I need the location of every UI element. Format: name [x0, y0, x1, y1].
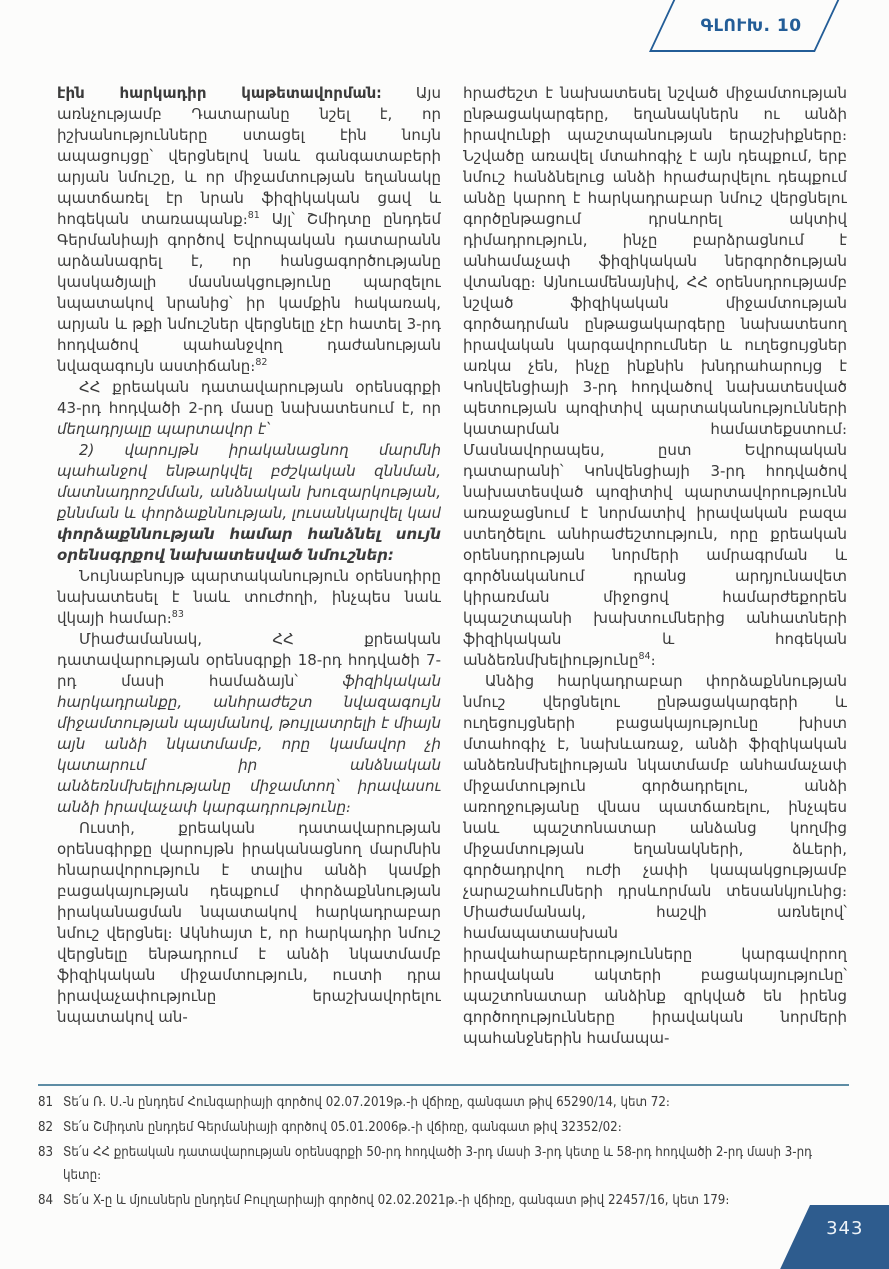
footnote-text: Տե՛ս Ռ. Ս.-ն ընդդեմ Հունգարիայի գործով 02.07.2019թ.-ի վճիռը, գանգատ թիվ 65290/14, կետ 72։: [63, 1095, 670, 1110]
paragraph: Նույնաբնույթ պարտականություն օրենսդիրը նախատեսել է նաև տուժողի, ինչպես նաև վկայի համար։$^{83}$: [57, 567, 441, 627]
footnote: [38, 1141, 850, 1187]
footnote-number: 84: [38, 1193, 54, 1208]
footnote-number: 81: [38, 1095, 54, 1110]
footnote-text: Տե՛ս ՀՀ քրեական դատավարության օրենսգրքի 50-րդ հոդվածի 3-րդ մասի 3-րդ կետը և 58-րդ հոդվածի 2-րդ մասի 3-րդ կետը։: [63, 1145, 812, 1183]
footnote-number: 82: [38, 1120, 54, 1135]
text-column-right: [463, 83, 847, 1066]
paragraph: Միաժամանակ, ՀՀ քրեական դատավարության օրենսգրքի 18-րդ հոդվածի 7-րդ մասի համաձայն՝ ֆիզիկական հարկադրանքը, անհրաժեշտ նվազագույն միջամտության պայմանով, թույլատրելի է միայն այն անձի նկատմամբ, որը կամավոր չի կատարում իր անձնական անձեռնմխելիությանը միջամտող՝ իրավասու անձի իրավաչափ կարգադրությունը։: [57, 630, 441, 816]
paragraph: ՀՀ քրեական դատավարության օրենսգրքի 43-րդ հոդվածի 2-րդ մասը նախատեսում է, որ մեղադրյալը պարտավոր է՝: [57, 378, 441, 438]
paragraph: Անձից հարկադրաբար փորձաքննության նմուշ վերցնելու ընթացակարգերի և ուղեցույցների բացակայությունը խիստ մտահոգիչ է, նախևառաջ, անձի ֆիզիկական անձեռնմխելիության նկատմամբ անհամաչափ միջամտություն գործադրելու, անձի առողջությանը վնաս պատճառելու, ինչպես նաև պաշտոնատար անձանց կողմից միջամտության եղանակների, ձևերի, գործադրվող ուժի չափի կապակցությամբ չարաշահումների դրսևորման տեսանկյունից։ Միաժամանակ, հաշվի առնելով՝ համապատասխան իրավահարաբերությունները կարգավորող իրավական ակտերի բացակայությունը՝ պաշտոնատար անձինք զրկված են իրենց գործողությունները իրավական նորմերի պահանջներին համապա-: [463, 672, 847, 1047]
footnote: [38, 1116, 850, 1139]
paragraph: 2) վարույթն իրականացնող մարմնի պահանջով ենթարկվել բժշկական զննման, մատնադրոշմման, անձնական խուզարկության, քննման և փորձաքննության, լուսանկարվել կամ փորձաքննության համար հանձնել սույն օրենսգրքով նախատեսված նմուշներ։: [57, 441, 441, 564]
footnote-ref: 81: [247, 210, 260, 221]
footnote: [38, 1189, 850, 1212]
footnote-ref: 83: [171, 609, 184, 620]
page-number: 343: [826, 1218, 864, 1239]
footnote-separator: [38, 1084, 849, 1086]
chapter-title: ԳԼՈՒԽ. 10: [700, 16, 802, 36]
paragraph: Ուստի, քրեական դատավարության օրենսգիրքը վարույթն իրականացնող մարմնին հնարավորություն է տալիս անձի կամքի բացակայության դեպքում փորձաքննության իրականացման նպատակով հարկադրաբար նմուշ վերցնել։ Ակնհայտ է, որ հարկադիր նմուշ վերցնելը ենթադրում է անձի նկատմամբ ֆիզիկական միջամտություն, ուստի դրա իրավաչափությունը երաշխավորելու նպատակով ան-: [57, 819, 441, 1026]
footnote-text: Տե՛ս Շմիդտն ընդդեմ Գերմանիայի գործով 05.01.2006թ.-ի վճիռը, գանգատ թիվ 32352/02։: [63, 1120, 622, 1135]
footnotes: [38, 1091, 850, 1214]
paragraph: էին հարկադիր կաթետավորման։ Այս առնչությամբ Դատարանը նշել է, որ իշխանությունները ստացել էին նույն ապացույցը՝ վերցնելով նաև գանգատաբերի արյան նմուշը, և որ միջամտության եղանակը պատճառել էր նրան ֆիզիկական ցավ և հոգեկան տառապանք։$^{81}$ Այլ՝ Շմիդտը ընդդեմ Գերմանիայի գործով Եվրոպական դատարանն արձանագրել է, որ հանցագործությանը կասկածյալի մասնակցությունը պարզելու նպատակով նրանից՝ իր կամքին հակառակ, արյան և թքի նմուշներ վերցնելը չէր հատել 3-րդ հոդվածով պահանջվող դաժանության նվազագույն աստիճանը։$^{82}$: [57, 84, 441, 375]
text-column-left: [57, 83, 441, 1066]
footnote-number: 83: [38, 1145, 54, 1160]
footnote-text: Տե՛ս X-ը և մյուսներն ընդդեմ Բուլղարիայի գործով 02.02.2021թ.-ի վճիռը, գանգատ թիվ 22457/16, կետ 179։: [63, 1193, 730, 1208]
article-body: [57, 83, 847, 1066]
chapter-tab: [649, 0, 847, 52]
paragraph: հրաժեշտ է նախատեսել նշված միջամտության ընթացակարգերը, եղանակներն ու անձի իրավունքի պաշտպանության երաշխիքները։ Նշվածը առավել մտահոգիչ է այն դեպքում, երբ նմուշ հանձնելուց անձի հրաժարվելու դեպքում անձը կարող է հարկադրաբար նմուշ վերցնելու գործընթացում դրսևորել ակտիվ դիմադրություն, ինչը բարձրացնում է անհամաչափ ֆիզիկական ներգործության վտանգը։ Այնուամենայնիվ, ՀՀ օրենսդրությամբ նշված ֆիզիկական միջամտության գործադրման ընթացակարգերը նախատեսող իրավական կարգավորումներ և ուղեցույցներ առկա չեն, ինչը ինքնին խնդրահարույց է Կոնվենցիայի 3-րդ հոդվածով նախատեսված պետության պոզիտիվ պարտականությունների կատարման համատեքստում։ Մասնավորապես, ըստ Եվրոպական դատարանի՝ Կոնվենցիայի 3-րդ հոդվածով նախատեսված պոզիտիվ պարտավորությունն առաջացնում է նորմատիվ իրավական բազա ստեղծելու անհրաժեշտություն, որը քրեական օրենսդրության նորմերի ամրագրման և գործնականում դրանց արդյունավետ կիրառման միջոցով համարժեքորեն կպաշտպանի խախտումներից անհատների ֆիզիկական և հոգեկան անձեռնմխելիությունը$^{84}$։: [463, 84, 847, 669]
footnote: [38, 1091, 850, 1114]
page-number-tab: [774, 1205, 889, 1269]
footnote-ref: 82: [255, 357, 268, 368]
footnote-ref: 84: [638, 651, 651, 662]
